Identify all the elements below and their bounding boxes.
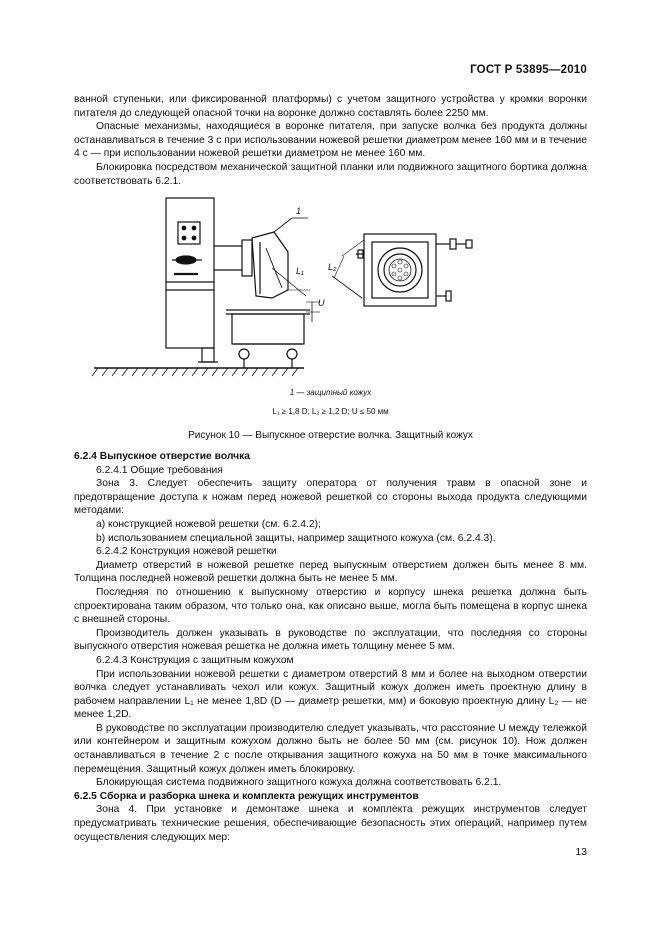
heading-6-2-5: 6.2.5 Сборка и разборка шнека и комплекта режущих инструментов: [74, 790, 419, 802]
figure-formula: L₁ ≥ 1,8 D; L₂ ≥ 1,2 D; U ≤ 50 мм: [272, 407, 389, 416]
paragraph-manufacturer: Производитель должен указывать в руководстве по эксплуатации, что последняя со стороны выпускного отверстия ножевая решетка не должна иметь толщину менее 5 мм.: [74, 627, 587, 653]
intro-paragraph: Опасные механизмы, находящиеся в воронке питателя, при запуске волчка без продукта должны останавливаться в течение 3 с при использовании ножевой решетки диаметром менее 160 мм и в течение 4 с — при использовании ножевой решетки диаметром не менее 160 мм.: [74, 121, 587, 160]
document-header: ГОСТ Р 53895—2010: [470, 64, 587, 76]
figure-title: Рисунок 10 — Выпускное отверстие волчка. Защитный кожух: [188, 430, 473, 441]
label-l1: L₁: [296, 266, 304, 276]
figure-10-drawing: [74, 190, 587, 390]
subheading-6-2-4-1: 6.2.4.1 Общие требования: [96, 464, 223, 476]
section-block: [74, 450, 587, 844]
list-item-b: b) использованием специальной защиты, например защитного кожуха (см. 6.2.4.3).: [96, 532, 496, 544]
intro-block: [74, 93, 587, 188]
paragraph-blocking: Блокирующая система подвижного защитного кожуха должна соответствовать 6.2.1.: [96, 777, 502, 789]
subheading-6-2-4-2: 6.2.4.2 Конструкция ножевой решетки: [96, 546, 277, 558]
paragraph-last-grid: Последняя по отношению к выпускному отверстию и корпусу шнека решетка должна быть спроектирована таким образом, что только она, как описано выше, могла быть помещена в корпус шнека с внешней стороны.: [74, 586, 587, 626]
heading-6-2-4: 6.2.4 Выпускное отверстие волчка: [74, 451, 251, 462]
figure-legend: 1 — защитный кожух: [289, 388, 372, 397]
list-item-a: а) конструкцией ножевой решетки (см. 6.2.4.2);: [96, 518, 321, 530]
label-1: 1: [296, 206, 302, 216]
paragraph-use: При использовании ножевой решетки с диаметром отверстий 8 мм и более на выходном отверстии волчка следует устанавливать чехол или кожух. Защитный кожух должен иметь проектную длину в рабочем направлении L₁ не менее 1,8D (D — диаметр решетки, мм) и боковую проектную длину L₂ — не менее 1,2D.: [74, 668, 587, 721]
subheading-6-2-4-3: 6.2.4.3 Конструкция с защитным кожухом: [96, 654, 294, 666]
paragraph-zone4: Зона 4. При установке и демонтаже шнека и комплекта режущих инструментов следует предусматривать технические решения, обеспечивающие безопасность этих операций, например путем осуществления следующих мер:: [74, 804, 587, 843]
paragraph-manual: В руководстве по эксплуатации производителю следует указывать, что расстояние U между тележкой или контейнером и защитным кожухом должно быть не более 50 мм (см. рисунок 10). Нож должен останавливаться в течение 2 с после открывания защитного кожуха на 50 мм в точке максимального перемещения. Защитный кожух должен иметь блокировку.: [74, 722, 587, 775]
label-l2: L₂: [328, 262, 337, 272]
intro-paragraph: Блокировка посредством механической защитной планки или подвижного защитного бортика должна соответствовать 6.2.1.: [74, 161, 587, 187]
paragraph-diameter: Диаметр отверстий в ножевой решетке перед выпускным отверстием должен быть менее 8 мм. Толщина последней ножевой решетки должна быть не менее 5 мм.: [74, 559, 587, 585]
page-number: 13: [575, 846, 587, 858]
label-u: U: [318, 298, 325, 308]
intro-paragraph: ванной ступеньки, или фиксированной платформы) с учетом защитного устройства у кромки воронки питателя до следующей опасной точки на воронке должно составлять более 2250 мм.: [74, 94, 587, 119]
paragraph-zone3: Зона 3. Следует обеспечить защиту оператора от получения травм в опасной зоне и предотвращение доступа к ножам перед ножевой решеткой со стороны выхода продукта следующими методами:: [74, 478, 587, 517]
